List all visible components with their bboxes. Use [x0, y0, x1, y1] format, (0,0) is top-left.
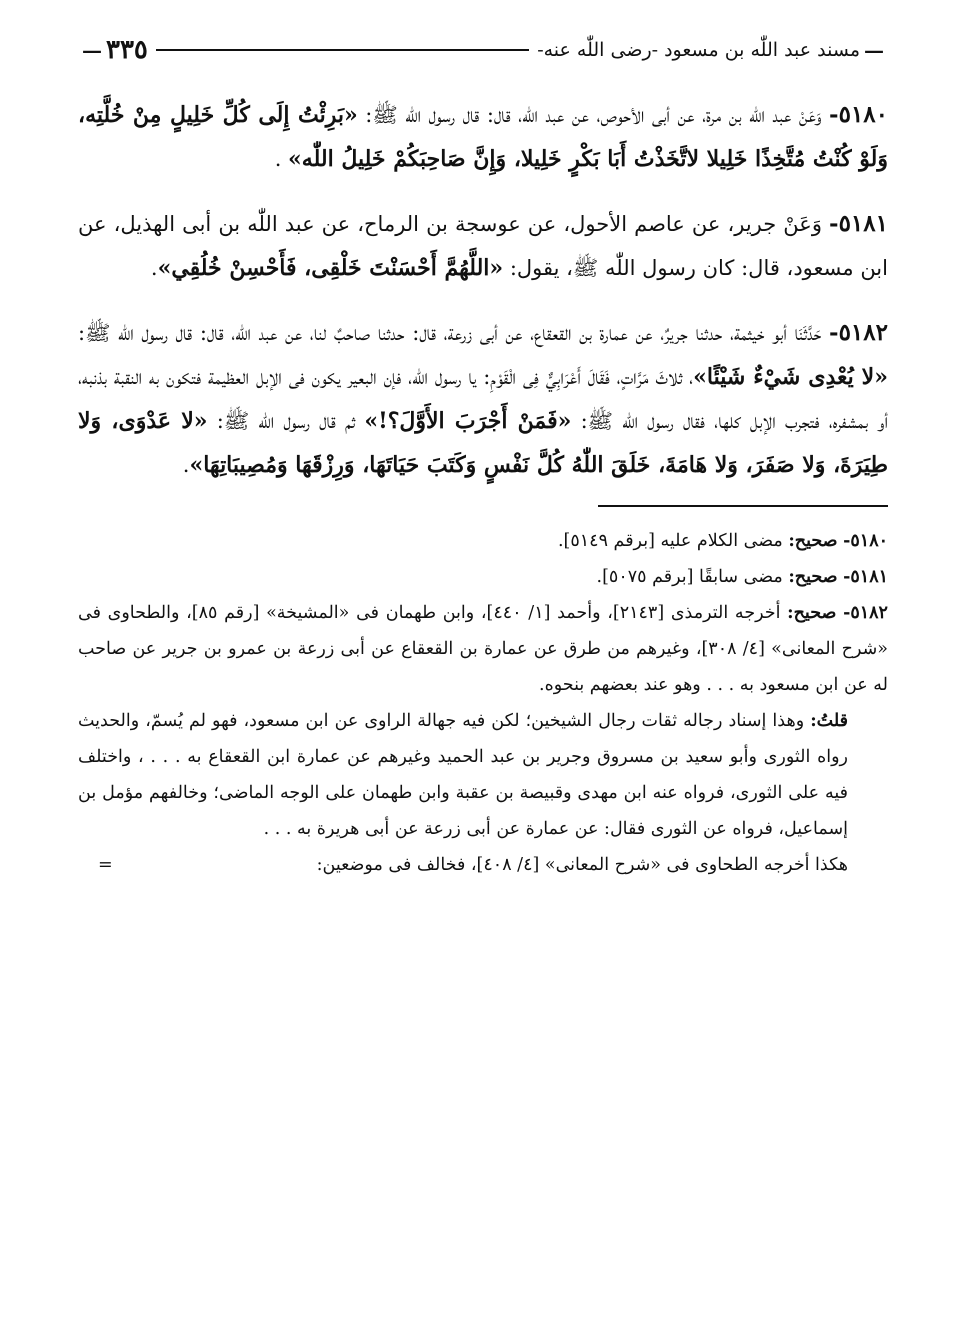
footnote-separator: [598, 505, 888, 507]
footnote-qultu: [78, 703, 888, 847]
hadith-isnad: وَعَنْ عبد اللّٰه بن مرة، عن أبى الأحوص، عن عبد اللّٰه، قال: قال رسول اللّٰه ﷺ:: [357, 103, 822, 127]
hadith-isnad: حَدَّثَنَا أبو خيثمة، حدثنا جريرٌ، عن عمارة بن القعقاع، عن أبى زرعة، قال: حدثنا صاحبٌ لنا، عن عبد اللّٰه، قال: قال رسول اللّٰه ﷺ:: [78, 321, 822, 345]
hadith-5182: [78, 311, 888, 487]
footnote-number: ٥١٨٢-: [843, 603, 888, 623]
last-line-text: هكذا أخرجه الطحاوى فى «شرح المعانى» [٤/ ٤٠٨]، فخالف فى موضعين:: [316, 855, 848, 875]
footnote-text: مضى سابقًا [برقم ٥٠٧٥].: [596, 567, 789, 587]
footnote-grade: صحيح:: [788, 567, 838, 587]
hadith-number: ٥١٨٠-: [829, 101, 889, 128]
hadith-tail: .: [182, 453, 190, 477]
hadith-number: ٥١٨٢-: [829, 319, 888, 346]
footnote-5180: [78, 523, 888, 559]
hadith-5181: [78, 202, 888, 290]
footnote-grade: صحيح:: [787, 603, 837, 623]
qultu-text: وهذا إسناد رجاله ثقات رجال الشيخين؛ لكن فيه جهالة الراوى عن ابن مسعود، فهو لم يُسمّ، والحديث رواه الثورى وأبو سعيد بن مسروق وجرير بن عبد الحميد وغيرهم عن عمارة ابن القعقاع به . . . ، واختلف فيه على الثورى، فرواه عنه ابن مهدى وقبيصة بن عقبة وابن طهمان على الوجه الماضى؛ وخالفهم مؤمل بن إسماعيل، فرواه عن الثورى فقال: عن عمارة عن أبى زرعة عن أبى هريرة به . . .: [78, 711, 848, 839]
footnote-last-line: [78, 847, 888, 883]
hadith-list: [78, 93, 888, 487]
page-number: ٣٣٥: [106, 35, 148, 65]
hadith-narration: ، ثلاثَ مَرَّاتٍ، فَقَالَ أَعْرَابِيٌّ فِى الْقَوْمِ: يا رسول اللّٰه، فإن البعير يكون فى الإبل العظيمة فتكون به النقبة بذنبه، أو بمشفره، فتجرب الإبل كلها، فقال رسول اللّٰه ﷺ:: [78, 365, 889, 433]
book-page: [78, 28, 888, 1319]
footnote-5182: [78, 595, 888, 703]
footnote-5181: [78, 559, 888, 595]
hadith-matn-3: «لا عَدْوَى، وَلا طِيَرَةَ، وَلا صَفَرَ، وَلا هَامَةَ، خَلَقَ اللّٰهُ كُلَّ نَفْسٍ وَكَتَبَ حَيَاتَهَا، وَرِزْقَهَا وَمُصِيبَاتِهَا»: [78, 408, 888, 478]
header-rule: [156, 49, 529, 51]
footnote-text: مضى الكلام عليه [برقم ٥١٤٩].: [557, 531, 789, 551]
continuation-mark: =: [98, 855, 113, 875]
hadith-isnad: وَعَنْ جرير، عن عاصم الأحول، عن عوسجة بن الرماح، عن عبد اللّٰه بن أبى الهذيل، عن ابن مسعود، قال: كان رسول اللّٰه ﷺ، يقول:: [78, 212, 888, 280]
hadith-5180: [78, 93, 888, 181]
footnotes: [78, 523, 888, 883]
header-title: مسند عبد اللّٰه بن مسعود -رضى اللّٰه عنه-: [537, 39, 860, 61]
header-dash-right: —: [864, 38, 884, 62]
footnote-grade: صحيح:: [788, 531, 838, 551]
footnote-text: أخرجه الترمذى [٢١٤٣]، وأحمد [١/ ٤٤٠]، وابن طهمان فى «المشيخة» [رقم ٨٥]، والطحاوى فى «شرح المعانى» [٤/ ٣٠٨]، وغيرهم من طرق عن عمارة بن القعقاع عن أبى زرعة بن عمرو بن جرير عن صاحب له عن ابن مسعود به . . . وهو عند بعضهم بنحوه.: [78, 603, 888, 695]
footnote-number: ٥١٨٠-: [843, 531, 888, 551]
running-header: [78, 28, 888, 72]
hadith-tail: .: [150, 256, 158, 280]
hadith-matn: «بَرِئْتُ إِلَى كُلِّ خَلِيلٍ مِنْ خُلَّتِه، وَلَوْ كُنْتُ مُتَّخِذًا خَلِيلا لاتَّخَذْتُ أَبَا بَكْرٍ خَلِيلا، وَإِنَّ صَاحِبَكُمْ خَلِيلُ اللّٰه»: [78, 102, 888, 172]
footnote-number: ٥١٨١-: [843, 567, 888, 587]
hadith-matn: «اللَّهُمَّ أَحْسَنْتَ خَلْقِى، فَأَحْسِنْ خُلُقِي»: [157, 255, 504, 281]
hadith-matn-2: «فَمَنْ أَجْرَبَ الأَوَّلَ؟!»: [364, 408, 572, 434]
hadith-narration-2: ثم قال رسول اللّٰه ﷺ:: [207, 409, 365, 433]
header-dash-left: —: [82, 38, 102, 62]
hadith-number: ٥١٨١-: [829, 210, 888, 237]
hadith-matn-1: «لا يُعْدِى شَيْءٌ شَيْئًا»: [693, 364, 888, 390]
hadith-tail: .: [274, 147, 289, 171]
qultu-lead: قلتُ:: [810, 711, 848, 731]
